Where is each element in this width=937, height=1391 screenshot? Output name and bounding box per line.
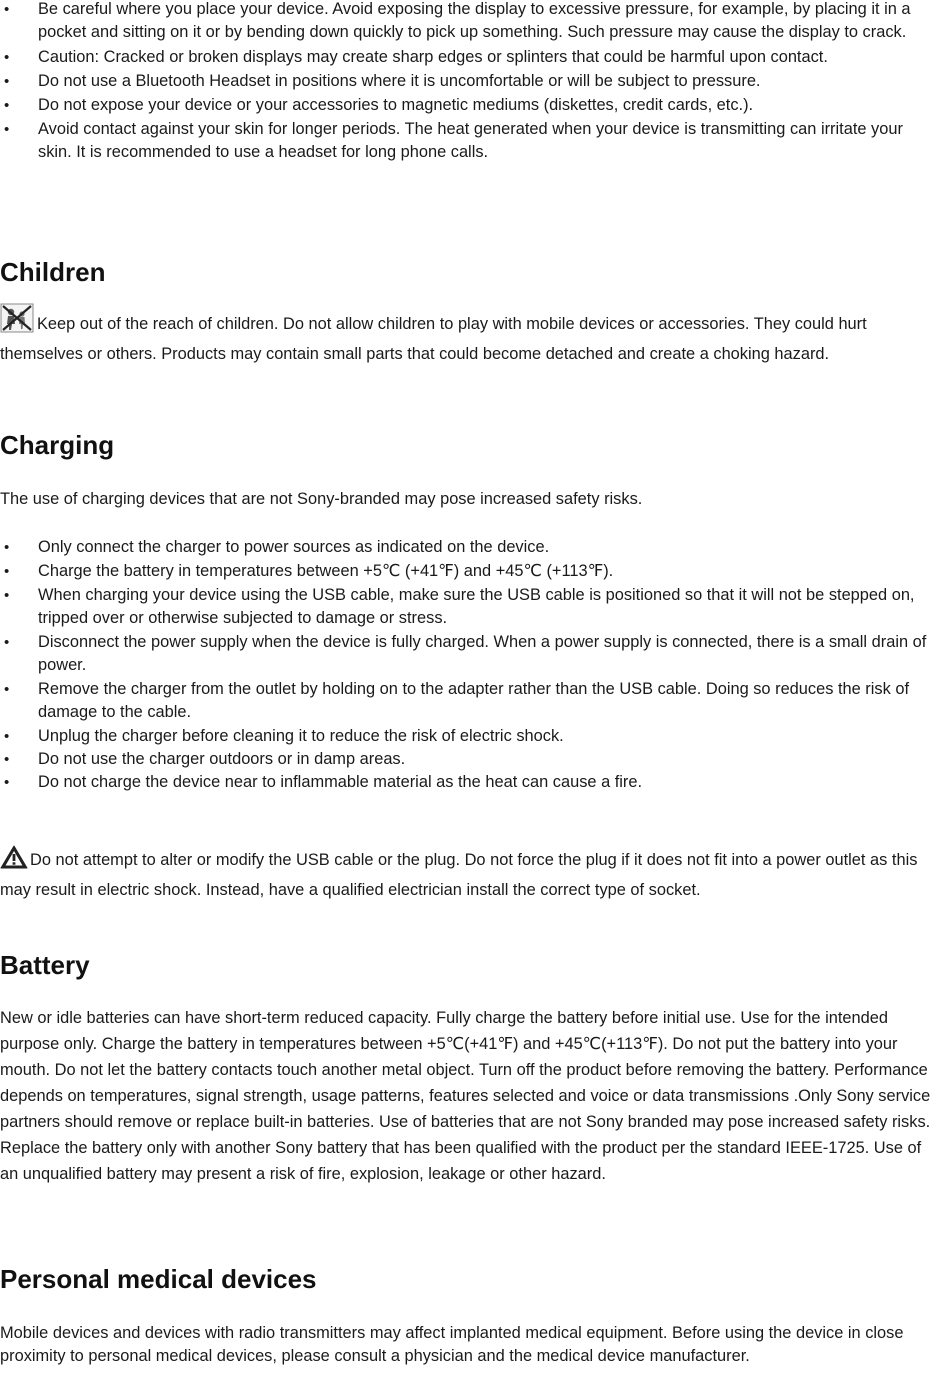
list-item: • Disconnect the power supply when the device is fully charged. When a power supply is connected, there is a small drain of power. [0, 631, 937, 677]
battery-paragraph: New or idle batteries can have short-term reduced capacity. Fully charge the battery before initial use. Use for the intended purpose only. Charge the battery in temperatures between +5℃(+41℉) and +45℃(+113℉). Do not put the battery into your mouth. Do not let the battery contacts touch another metal object. Turn off the product before removing the battery. Performance depends on temperatures, signal strength, usage patterns, features selected and voice or data transmissions .Only Sony service partners should remove or replace built-in batteries. Use of batteries that are not Sony branded may pose increased safety risks. Replace the battery only with another Sony battery that has been qualified with the product per the standard IEEE-1725. Use of an unqualified battery may present a risk of fire, explosion, leakage or other hazard. [0, 1009, 931, 1183]
children-heading: Children [0, 257, 106, 287]
medical-paragraph: Mobile devices and devices with radio transmitters may affect implanted medical equipment. Before using the device in close proximity to personal medical devices, please consult a physician and the medical device manufacturer. [0, 1324, 904, 1365]
list-item: • Do not expose your device or your accessories to magnetic mediums (diskettes, credit cards, etc.). [0, 94, 937, 117]
intro-bullet-list [0, 0, 937, 164]
warning-icon [0, 845, 28, 877]
list-item: • Do not charge the device near to inflammable material as the heat can cause a fire. [0, 771, 937, 794]
charging-warning: Do not attempt to alter or modify the USB cable or the plug. Do not force the plug if it does not fit into a power outlet as this may result in electric shock. Instead, have a qualified electrician install the correct type of socket. [0, 845, 937, 903]
no-children-icon [0, 303, 34, 341]
list-item: • Caution: Cracked or broken displays may create sharp edges or splinters that could be harmful upon contact. [0, 46, 937, 69]
list-item: • When charging your device using the USB cable, make sure the USB cable is positioned so that it will not be stepped on, tripped over or otherwise subjected to damage or stress. [0, 584, 937, 630]
medical-heading: Personal medical devices [0, 1264, 317, 1294]
list-item: • Only connect the charger to power sources as indicated on the device. [0, 536, 937, 559]
children-paragraph: Keep out of the reach of children. Do not allow children to play with mobile devices or accessories. They could hurt themselves or others. Products may contain small parts that could become detached and create a choking hazard. [0, 303, 937, 367]
list-item: • Charge the battery in temperatures between +5℃ (+41℉) and +45℃ (+113℉). [0, 560, 937, 583]
list-item: • Be careful where you place your device. Avoid exposing the display to excessive pressure, for example, by placing it in a pocket and sitting on it or by bending down quickly to pick up something. Such pressure may cause the display to crack. [0, 0, 937, 44]
charging-heading: Charging [0, 430, 115, 460]
list-item: • Do not use the charger outdoors or in damp areas. [0, 748, 937, 771]
charging-bullet-list [0, 536, 937, 794]
charging-intro: The use of charging devices that are not Sony-branded may pose increased safety risks. [0, 490, 643, 508]
list-item: • Do not use a Bluetooth Headset in positions where it is uncomfortable or will be subject to pressure. [0, 70, 937, 93]
list-item: • Unplug the charger before cleaning it to reduce the risk of electric shock. [0, 725, 937, 748]
battery-heading: Battery [0, 950, 90, 980]
list-item: • Avoid contact against your skin for longer periods. The heat generated when your device is transmitting can irritate your skin. It is recommended to use a headset for long phone calls. [0, 118, 937, 164]
list-item: • Remove the charger from the outlet by holding on to the adapter rather than the USB cable. Doing so reduces the risk of damage to the cable. [0, 678, 937, 724]
